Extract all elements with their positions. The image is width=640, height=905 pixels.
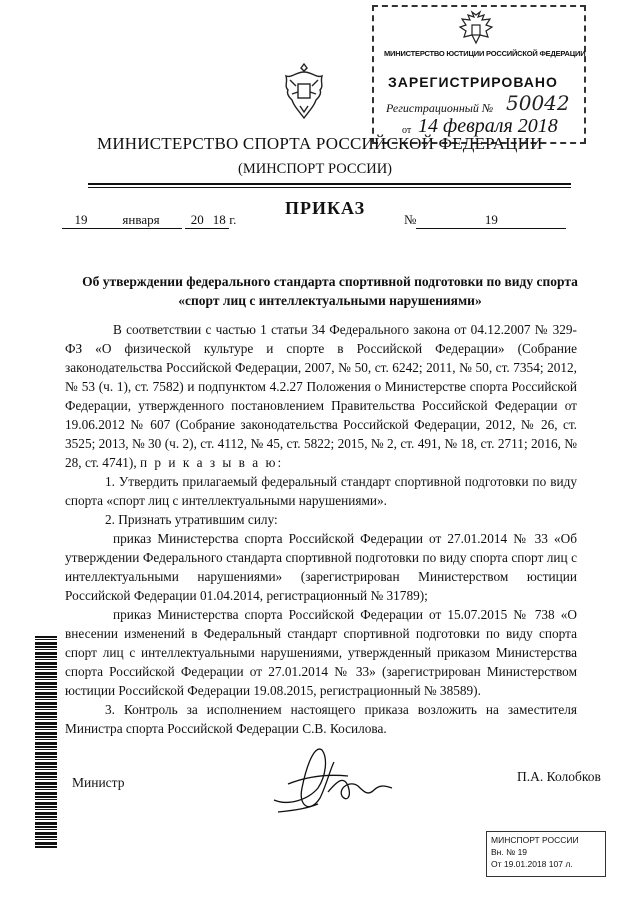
incoming-box-line2: Вн. № 19 <box>491 847 528 857</box>
stamp-number-label: Регистрационный № <box>386 101 494 115</box>
order-year-suffix: 18 <box>209 212 229 229</box>
order-year-unit: г. <box>229 212 237 227</box>
item-1: 1. Утвердить прилагаемый федеральный стандарт спортивной подготовки по виду спорта «спорт лиц с интеллектуальными нарушениями». <box>65 474 577 508</box>
preamble: В соответствии с частью 1 статьи 34 Федерального закона от 04.12.2007 № 329-ФЗ «О физической культуре и спорте в Российской Федерации» (Собрание законодательства Российской Федерации, 2007, № 50, ст. 6242; 2011, № 50, ст. 7354; 2012, № 53 (ч. 1), ст. 7582) и подпунктом 4.2.27 Положения о Министерстве спорта Российской Федерации, утвержденного постановлением Правительства Российской Федерации от 19.06.2012 № 607 (Собрание законодательства Российской Федерации, 2012, № 26, ст. 3525; 2013, № 30 (ч. 2), ст. 4112, № 45, ст. 5822; 2015, № 2, ст. 491, № 18, ст. 2711; 2016, № 28, ст. 4741), п р и к а з ы в а ю: <box>65 322 577 470</box>
item-3: 3. Контроль за исполнением настоящего приказа возложить на заместителя Министра спорта Российской Федерации С.В. Косилова. <box>65 702 577 736</box>
handwritten-signature <box>268 740 418 825</box>
item-2a: приказ Министерства спорта Российской Федерации от 27.01.2014 № 33 «Об утверждении Федерального стандарта спортивной подготовки по виду спорта спорт лиц с интеллектуальными нарушениями» (зарегистрирован Министерством юстиции Российской Федерации 01.04.2014, регистрационный № 31789); <box>65 531 577 603</box>
stamp-ministry: МИНИСТЕРСТВО ЮСТИЦИИ РОССИЙСКОЙ ФЕДЕРАЦИИ <box>384 49 586 58</box>
coat-of-arms-icon <box>282 60 326 122</box>
item-2: 2. Признать утратившим силу: <box>105 512 278 527</box>
barcode <box>35 636 57 848</box>
signer-name: П.А. Колобков <box>517 769 601 784</box>
signer-position: Министр <box>72 775 125 790</box>
order-month: января <box>100 212 182 229</box>
header-rule-thin <box>88 187 571 188</box>
ministry-abbrev: (МИНСПОРТ РОССИИ) <box>238 161 393 177</box>
item-2b: приказ Министерства спорта Российской Федерации от 15.07.2015 № 738 «О внесении изменений в Федеральный стандарт спортивной подготовки по виду спорта спорт лиц с интеллектуальными нарушениями, утвержденный приказом Министерства спорта Российской Федерации от 27.01.2014 № 33» (зарегистрирован Министерством юстиции Российской Федерации 19.08.2015, регистрационный № 38589). <box>65 607 577 698</box>
stamp-date: 14 февраля 2018 <box>418 115 558 137</box>
order-body <box>65 320 577 738</box>
order-number: 19 <box>416 212 566 229</box>
stamp-date-label: от <box>402 125 412 136</box>
stamp-number: 50042 <box>506 91 570 115</box>
order-title: ПРИКАЗ <box>285 198 366 218</box>
header-rule <box>88 183 571 185</box>
order-year-prefix: 20 <box>185 212 209 229</box>
order-day: 19 <box>62 212 100 229</box>
stamp-registered: ЗАРЕГИСТРИРОВАНО <box>388 74 558 90</box>
incoming-box-line1: МИНСПОРТ РОССИИ <box>491 835 579 845</box>
incoming-box-line3: От 19.01.2018 107 л. <box>491 859 573 869</box>
order-subject: Об утверждении федерального стандарта спортивной подготовки по виду спорта «спорт лиц с интеллектуальными нарушениями» <box>82 274 578 308</box>
ministry-name: МИНИСТЕРСТВО СПОРТА РОССИЙСКОЙ ФЕДЕРАЦИИ <box>97 134 543 153</box>
order-number-label: № <box>404 212 417 227</box>
order-word: п р и к а з ы в а ю: <box>139 455 284 470</box>
order-number-line <box>404 212 566 229</box>
incoming-registration-box <box>486 831 606 877</box>
order-date <box>62 212 236 229</box>
stamp-emblem-icon <box>452 9 500 49</box>
